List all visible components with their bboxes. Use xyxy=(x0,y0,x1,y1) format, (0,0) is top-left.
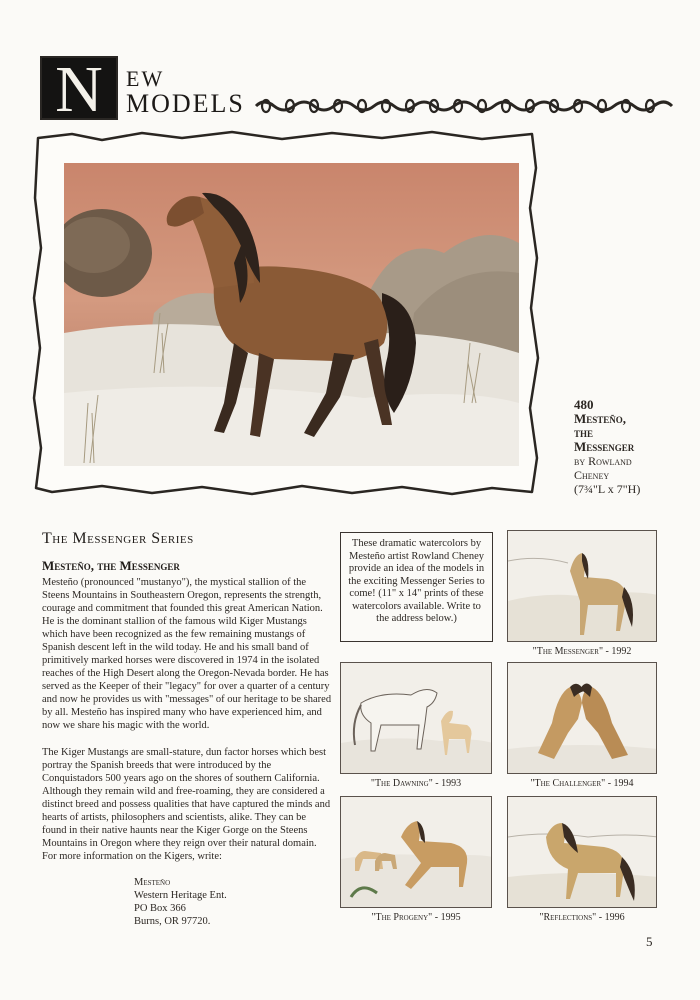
model-caption xyxy=(574,398,694,496)
caption-line1: Mesteño, xyxy=(574,411,627,426)
address-line1: Mesteño xyxy=(134,877,171,888)
mailing-address xyxy=(134,876,227,928)
address-line4: Burns, OR 97720. xyxy=(134,916,211,927)
watercolor-caption-1: "The Messenger" - 1992 xyxy=(532,646,632,657)
decorative-chain-border xyxy=(254,92,674,122)
caption-line4: by Rowland xyxy=(574,454,632,468)
header-initial-block: N xyxy=(40,56,118,120)
watercolor-caption-4: "The Progeny" - 1995 xyxy=(371,912,461,923)
watercolor-dawning xyxy=(340,662,492,774)
caption-line5: Cheney xyxy=(574,468,610,482)
page-number: 5 xyxy=(646,934,653,949)
header-line1: EW xyxy=(126,66,165,91)
caption-dimensions: (7¾"L x 7"H) xyxy=(574,482,641,496)
address-line2: Western Heritage Ent. xyxy=(134,890,227,901)
watercolor-note-box: These dramatic watercolors by Mesteño artist Rowland Cheney provide an idea of the models in the exciting Messenger Series to come! (11" x 14" prints of these watercolors available. Write to the address below.) xyxy=(340,532,493,642)
header-line2: MODELS xyxy=(126,89,245,118)
model-title: Mesteño, the Messenger xyxy=(42,558,180,573)
series-title: The Messenger Series xyxy=(42,530,194,547)
watercolor-progeny xyxy=(340,796,492,908)
page-header xyxy=(40,52,670,126)
watercolor-challenger xyxy=(507,662,657,774)
watercolor-reflections xyxy=(507,796,657,908)
caption-line2: the xyxy=(574,425,594,440)
main-horse-photo xyxy=(64,163,519,466)
horse-scene-illustration xyxy=(64,163,519,466)
watercolor-messenger xyxy=(507,530,657,642)
watercolor-caption-2: "The Dawning" - 1993 xyxy=(370,778,462,789)
model-number: 480 xyxy=(574,397,594,412)
caption-line3: Messenger xyxy=(574,439,635,454)
watercolor-caption-3: "The Challenger" - 1994 xyxy=(530,778,634,789)
address-line3: PO Box 366 xyxy=(134,903,186,914)
article-paragraph-2: The Kiger Mustangs are small-stature, dun factor horses which best portray the Spanish breeds that were introduced by the Conquistadors 500 years ago on the shores of southern California. Although they remain wild and free-roaming, they are considered a distinct breed and possess qualities that have captured the minds and hearts of artists, philosophers and scientists, alike. They can be found in their native haunts near the Kiger Gorge on the Steens Mountains in Oregon where they reign over their natural domain. For more information on the Kigers, write: xyxy=(42,747,331,862)
watercolor-caption-5: "Reflections" - 1996 xyxy=(539,912,625,923)
article-paragraph-1: Mesteño (pronounced "mustanyo"), the mystical stallion of the Steens Mountains in Southeastern Oregon, represents the strength, courage and commitment that founded this great American Nation. He is the dominant stallion of the famous wild Kiger Mustangs which have been recognized as the few remaining mustangs of Spanish descent left in the wild today. He and his small band of primitively marked horses were discovered in 1974 in the isolated reaches of the High Desert along the Oregon-Nevada border. He has served as the Keeper of their "legacy" for over a quarter of a century and now he provides us with "messages" of our heritage to be shared by all. Mesteño has inspired many who have experienced him, and now we share his magic with the world. xyxy=(42,577,332,731)
